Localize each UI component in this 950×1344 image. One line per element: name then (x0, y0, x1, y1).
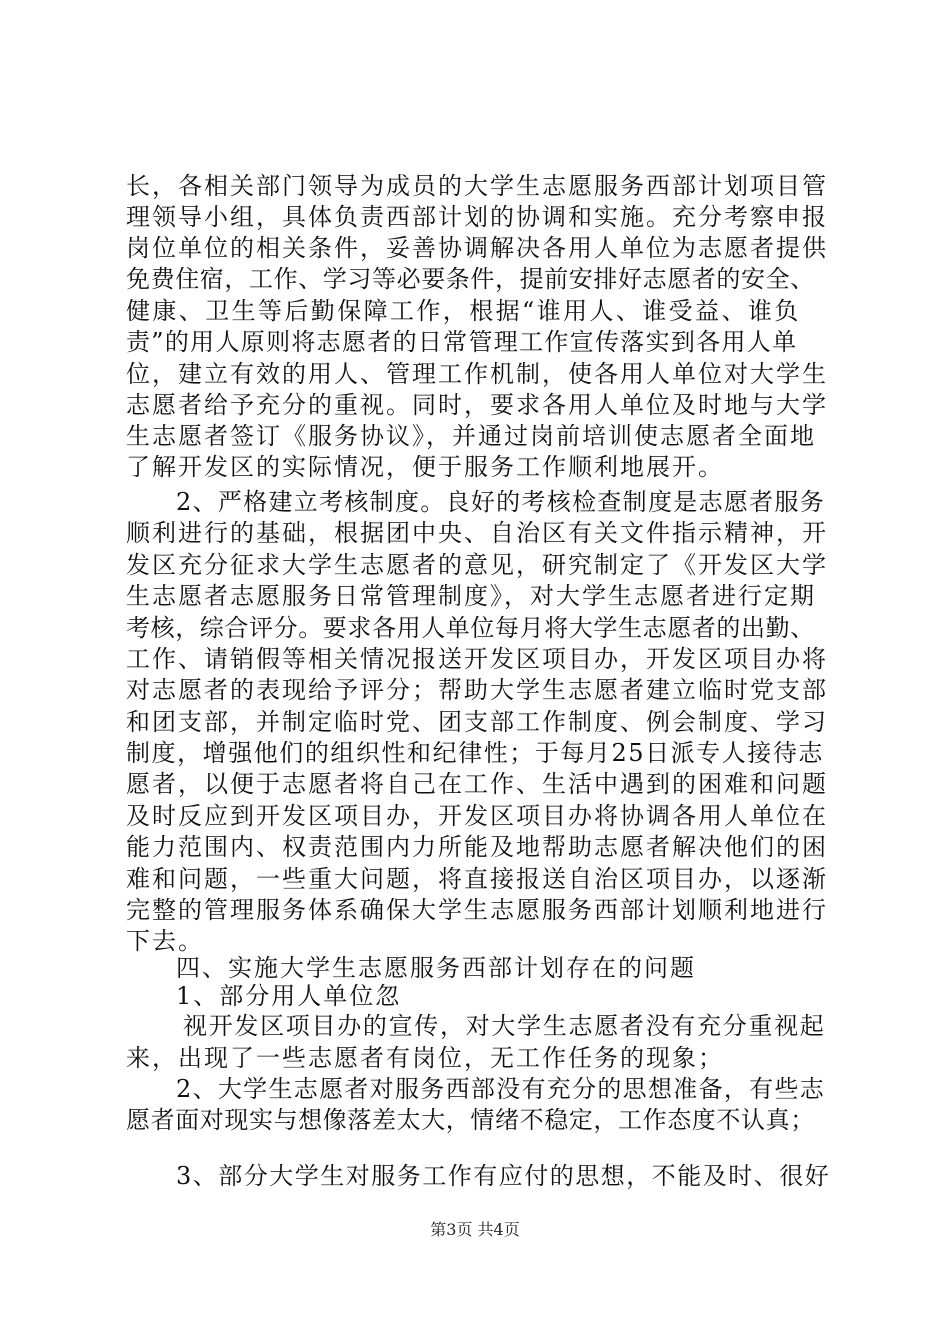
line-text: 了解开发区的实际情况，便于服务工作顺利地展开。 (126, 453, 724, 481)
line-text: 四、实施大学生志愿服务西部计划存在的问题 (176, 954, 696, 982)
line-text: 视开发区项目办的宣传，对大学生志愿者没有充分重视起 (183, 1012, 826, 1040)
line-text: 生志愿者志愿服务日常管理制度》，对大学生志愿者进行定期 (126, 582, 816, 610)
line-text: 志愿者给予充分的重视。同时，要求各用人单位及时地与大学 (126, 391, 828, 419)
line-text: 长，各相关部门领导为成员的大学生志愿服务西部计划项目管 (126, 172, 828, 200)
line-text: 责”的用人原则将志愿者的日常管理工作宣传落实到各用人单 (126, 328, 798, 356)
line-text: 顺利进行的基础，根据团中央、自治区有关文件指示精神，开 (126, 519, 828, 547)
line-text: 2、大学生志愿者对服务西部没有充分的思想准备，有些志 (176, 1075, 826, 1103)
line-text: 及时反应到开发区项目办，开发区项目办将协调各用人单位在 (126, 802, 828, 830)
line-text: 来，出现了一些志愿者有岗位，无工作任务的现象； (126, 1044, 724, 1072)
line-text: 生志愿者签订《服务协议》，并通过岗前培训使志愿者全面地 (126, 422, 816, 450)
line-text: 能力范围内、权责范围内力所能及地帮助志愿者解决他们的困 (126, 833, 828, 861)
line-text: 发区充分征求大学生志愿者的意见，研究制定了《开发区大学 (126, 551, 828, 579)
line-text: 愿者面对现实与想像落差太大，情绪不稳定，工作态度不认真； (126, 1106, 815, 1134)
line-text: 和团支部，并制定临时党、团支部工作制度、例会制度、学习 (126, 708, 828, 736)
line-text: 3、部分大学生对服务工作有应付的思想，不能及时、很好 (176, 1162, 831, 1190)
line-text: 下去。 (126, 927, 204, 955)
line-text: 工作、请销假等相关情况报送开发区项目办，开发区项目办将 (126, 645, 828, 673)
line-text: 制度，增强他们的组织性和纪律性；于每月25日派专人接待志 (126, 739, 824, 767)
line-text: 难和问题，一些重大问题，将直接报送自治区项目办，以逐渐 (126, 865, 828, 893)
line-text: 2、严格建立考核制度。良好的考核检查制度是志愿者服务 (176, 488, 826, 516)
line-text: 完整的管理服务体系确保大学生志愿服务西部计划顺利地进行 (126, 896, 828, 924)
line-text: 理领导小组，具体负责西部计划的协调和实施。充分考察申报 (126, 203, 828, 231)
line-text: 位，建立有效的用人、管理工作机制，使各用人单位对大学生 (126, 360, 828, 388)
text-line (0, 1100, 950, 1140)
text-line (0, 447, 950, 487)
line-text: 考核，综合评分。要求各用人单位每月将大学生志愿者的出勤、 (126, 614, 815, 642)
page-number-footer: 第3页 共4页 (430, 1220, 520, 1239)
text-line (0, 1156, 950, 1196)
line-text: 免费住宿，工作、学习等必要条件，提前安排好志愿者的安全、 (126, 265, 815, 293)
line-text: 健康、卫生等后勤保障工作，根据“谁用人、谁受益、谁负 (126, 297, 801, 325)
line-text: 愿者，以便于志愿者将自己在工作、生活中遇到的困难和问题 (126, 770, 828, 798)
line-text: 对志愿者的表现给予评分；帮助大学生志愿者建立临时党支部 (126, 676, 828, 704)
line-text: 岗位单位的相关条件，妥善协调解决各用人单位为志愿者提供 (126, 234, 828, 262)
line-text: 1、部分用人单位忽 (176, 982, 402, 1010)
